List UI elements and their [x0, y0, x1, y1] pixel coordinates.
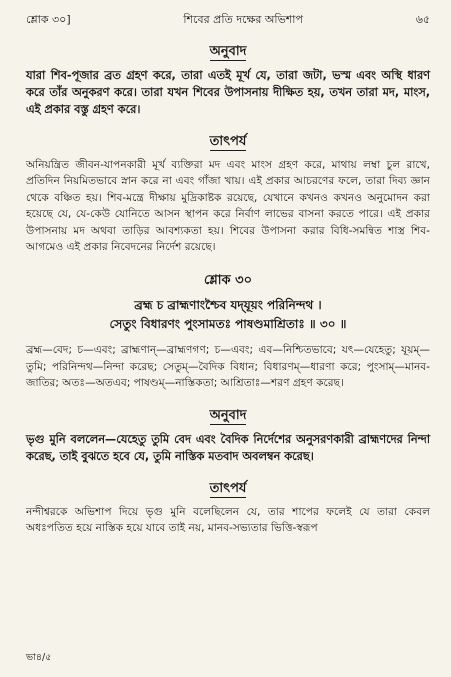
verse-line-1: ব্রহ্ম চ ব্রাহ্মণাংশ্চৈব যদ্‌যূয়ং পরিনিন্দথ । [134, 298, 322, 313]
purport-heading: তাৎপর্য [209, 134, 247, 149]
purport-heading-2: তাৎপর্য [209, 480, 247, 496]
verse-line-2: সেতুং বিধারণং পুংসামতঃ পাষণ্ডমাশ্রিতাঃ ॥ ৩০ ॥ [109, 317, 347, 332]
running-header [26, 12, 430, 28]
translation-text-2: ভৃগু মুনি বললেন—যেহেতু তুমি বেদ এবং বৈদিক নির্দেশের অনুসরণকারী ব্রাহ্মণদের নিন্দা করেছ, তাই বুঝতে হবে যে, তুমি নাস্তিক মতবাদ অবলম্বন করেছ। [26, 432, 430, 463]
translation-heading-2: অনুবাদ [209, 407, 247, 423]
translation-heading: অনুবাদ [209, 44, 247, 59]
page [26, 8, 430, 668]
page-number: ৬৫ [415, 13, 430, 26]
verse-reference: শ্লোক ৩০] [26, 13, 71, 26]
synonyms-text: ব্রহ্ম—বেদ; চ—এবং; ব্রাহ্মণান্—ব্রাহ্মণগণ; চ—এবং; এব—নিশ্চিতভাবে; যৎ—যেহেতু; যূয়ম্—তুমি; পরিনিন্দথ—নিন্দা করেছ; সেতুম্—বৈদিক বিধান; বিধারণম্—ধারণা করে; পুংসাম্—মানব-জাতির; অতঃ—অতএব; পাষণ্ডম্—নাস্তিকতা; আশ্রিতাঃ—শরণ গ্রহণ করেছ। [26, 344, 430, 390]
translation-text: যারা শিব-পূজার ব্রত গ্রহণ করে, তারা এতই মূর্খ যে, তারা জটা, ভস্ম এবং অস্থি ধারণ করে তাঁর অনুকরণ করে। তারা যখন শিবের উপাসনায় দীক্ষিত হয়, তখন তারা মদ, মাংস, এই প্রকার বস্তু গ্রহণ করে। [26, 69, 430, 116]
purport-text: অনিয়ন্ত্রিত জীবন-যাপনকারী মূর্খ ব্যক্তিরা মদ এবং মাংস গ্রহণ করে, মাথায় লম্বা চুল রাখে, প্রতিদিন নিয়মিতভাবে স্নান করে না এবং গাঁজা খায়। এই প্রকার আচরণের ফলে, তারা দিব্য জ্ঞান থেকে বঞ্চিত হয়। শিব-মন্ত্রে দীক্ষায় মুদ্রিকাষ্টক রয়েছে, যেখানে কখনও কখনও অনুমোদন করা হয়েছে যে, যে-কেউ যোনিতে আসন স্থাপন করে নির্বাণ লাভের বাসনা করতে পারে। এই প্রকার উপাসনায় মদ অথবা তাড়ির আবশ্যকতা হয়। শিবের উপাসনা করার বিধি-সমন্বিত শাস্ত্র শিব-আগমেও এই প্রকার নিবেদনের নির্দেশ রয়েছে। [26, 159, 430, 254]
purport-text-2: নন্দীশ্বরকে অভিশাপ দিয়ে ভৃগু মুনি বলেছিলেন যে, তার শাপের ফলেই যে তারা কেবল অধঃপতিত হয়ে নাস্তিক হয়ে যাবে তাই নয়, মানব-সভ্যতার ভিত্তি-স্বরূপ [26, 505, 430, 535]
signature-mark: ভা৪/৫ [26, 652, 52, 663]
chapter-title: শিবের প্রতি দক্ষের অভিশাপ [183, 13, 303, 26]
verse-heading: শ্লোক ৩০ [203, 273, 253, 289]
